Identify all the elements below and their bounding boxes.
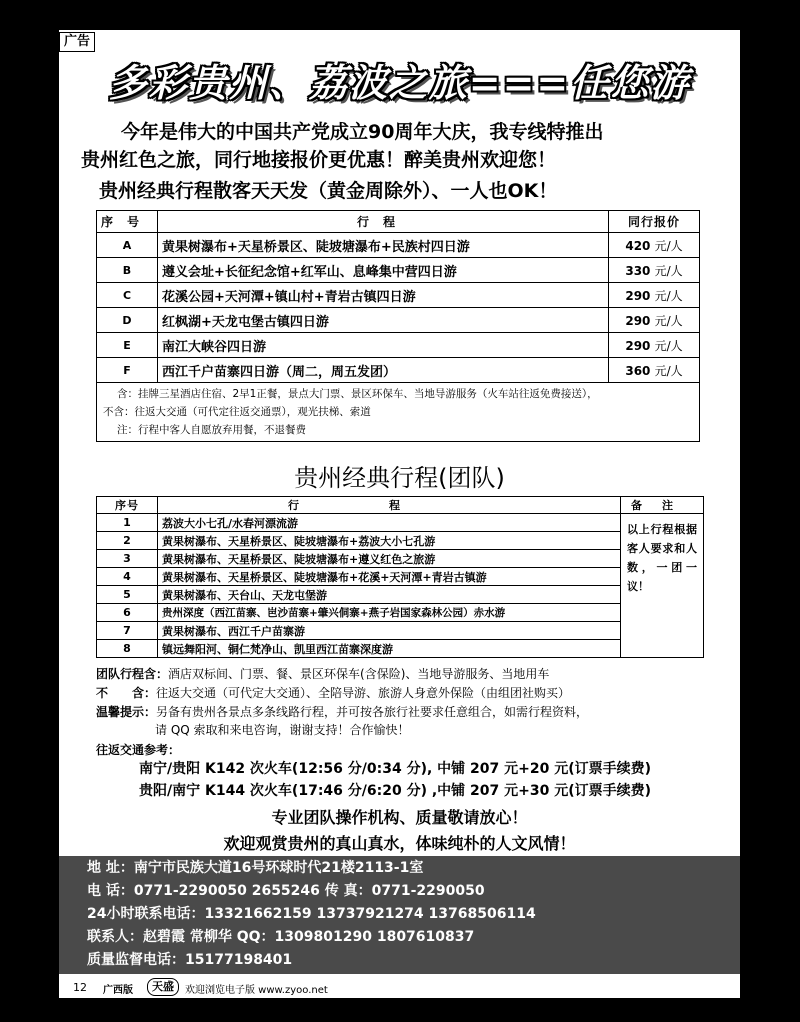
contact-hotline: 24小时联系电话：13321662159 13737921274 13768506114: [87, 906, 536, 922]
table-row: [97, 358, 700, 383]
row-code: C: [97, 283, 158, 308]
table-row: [97, 604, 704, 622]
row-code: 8: [97, 640, 158, 658]
include-label: 团队行程含：: [96, 667, 169, 681]
table1-header-route: 行程: [158, 211, 609, 233]
table2-header-remark: 备注: [621, 497, 704, 514]
table2-header: [97, 497, 704, 514]
team-tip-2: [155, 722, 740, 739]
ad-tag: 广告: [59, 32, 95, 52]
row-route: 南江大峡谷四日游: [158, 333, 609, 358]
section2-title: 贵州经典行程(团队): [294, 464, 505, 492]
train-k144: 贵阳/南宁 K144 次火车(17:46 分/6:20 分) ,中铺 207 元+30 元(订票手续费): [139, 783, 652, 799]
transport-label: 往返交通参考：: [96, 743, 181, 757]
team-tip: [96, 704, 716, 721]
team-exclude: [96, 685, 716, 702]
contact-block: [59, 856, 740, 974]
table-row: [97, 622, 704, 640]
price-value: 360: [625, 363, 651, 378]
row-route: 遵义会址+长征纪念馆+红军山、息峰集中营四日游: [158, 258, 609, 283]
slogan-1: 专业团队操作机构、质量敬请放心！: [271, 808, 528, 827]
note-exclude: 不含：往返大交通（可代定往返交通票），观光扶梯、索道: [103, 406, 371, 418]
row-price: [609, 308, 700, 333]
row-code: 4: [97, 568, 158, 586]
row-code: 2: [97, 532, 158, 550]
contact-supervise: 质量监督电话：15177198401: [87, 952, 293, 968]
exclude-text: 往返大交通（可代定大交通）、全陪导游、旅游人身意外保险（由组团社购买）: [156, 686, 571, 700]
row-route: 黄果树瀑布、西江千户苗寨游: [158, 622, 621, 640]
ad-page: [59, 30, 740, 998]
intro-line-1: 今年是伟大的中国共产党成立90周年大庆，我专线特推出: [121, 121, 604, 143]
footer-text: 欢迎浏览电子版 www.zyoo.net: [185, 985, 328, 996]
row-price: [609, 283, 700, 308]
row-code: 3: [97, 550, 158, 568]
row-code: 7: [97, 622, 158, 640]
row-route: 贵州深度（西江苗寨、岜沙苗寨+肇兴侗寨+燕子岩国家森林公园）赤水游: [158, 604, 621, 622]
tip-text-1: 另备有贵州各景点多条线路行程，并可按各旅行社要求任意组合，如需行程资料，: [156, 705, 589, 719]
table-row: [97, 514, 704, 532]
row-price: [609, 258, 700, 283]
page-number: 12: [73, 981, 87, 994]
contact-phone: 电 话：0771-2290050 2655246 传 真：0771-2290050: [87, 883, 485, 899]
include-text: 酒店双标间、门票、餐、景区环保车(含保险)、当地导游服务、当地用车: [168, 667, 550, 681]
table-row: [97, 233, 700, 258]
team-include: [96, 666, 716, 683]
row-price: [609, 233, 700, 258]
row-code: D: [97, 308, 158, 333]
price-value: 420: [625, 238, 651, 253]
row-route: 黄果树瀑布+天星桥景区、陡坡塘瀑布+民族村四日游: [158, 233, 609, 258]
price-value: 290: [625, 313, 651, 328]
notes-cell: [97, 383, 700, 442]
table-row: [97, 586, 704, 604]
row-route: 红枫湖+天龙屯堡古镇四日游: [158, 308, 609, 333]
row-route: 花溪公园+天河潭+镇山村+青岩古镇四日游: [158, 283, 609, 308]
price-unit: 元/人: [654, 338, 683, 353]
brand-badge: 天盛: [147, 978, 179, 996]
contact-person: 联系人：赵碧霞 常柳华 QQ：1309801290 1807610837: [87, 929, 475, 945]
row-price: [609, 358, 700, 383]
section1-title: 贵州经典行程散客天天发（黄金周除外）、一人也OK！: [99, 180, 558, 202]
intro-line-2: 贵州红色之旅，同行地接报价更优惠！醉美贵州欢迎您！: [81, 149, 557, 171]
table2-header-code: 序号: [97, 497, 158, 514]
page-title: 多彩贵州、荔波之旅===任您游: [108, 60, 691, 105]
table-row: [97, 333, 700, 358]
table1-header-price: 同行报价: [609, 211, 700, 233]
price-value: 290: [625, 288, 651, 303]
remark-cell: 以上行程根据客人要求和人数，一团一议！: [621, 514, 704, 658]
tip-label: 温馨提示：: [96, 705, 157, 719]
edition-label: 广西版: [103, 985, 133, 996]
row-code: E: [97, 333, 158, 358]
row-route: 黄果树瀑布、天星桥景区、陡坡塘瀑布+花溪+天河潭+青岩古镇游: [158, 568, 621, 586]
table-row: [97, 568, 704, 586]
table-row: [97, 532, 704, 550]
table2-header-route: 行程: [158, 497, 621, 514]
row-route: 西江千户苗寨四日游（周二，周五发团）: [158, 358, 609, 383]
price-unit: 元/人: [654, 288, 683, 303]
table-row: [97, 308, 700, 333]
row-code: A: [97, 233, 158, 258]
group-tour-table: [96, 496, 704, 658]
individual-tour-table: [96, 210, 700, 442]
note-include: 含：挂牌三星酒店住宿、2早1正餐，景点大门票、景区环保车、当地导游服务（火车站往返免费接送），: [117, 388, 598, 400]
row-code: F: [97, 358, 158, 383]
train-k142: 南宁/贵阳 K142 次火车(12:56 分/0:34 分), 中铺 207 元+20 元(订票手续费): [139, 761, 652, 777]
row-price: [609, 333, 700, 358]
row-code: 1: [97, 514, 158, 532]
note-remark: 注：行程中客人自愿放弃用餐，不退餐费: [117, 424, 306, 436]
table1-header: [97, 211, 700, 233]
row-code: 6: [97, 604, 158, 622]
row-code: 5: [97, 586, 158, 604]
slogan-2: 欢迎观赏贵州的真山真水，体味纯朴的人文风情！: [223, 834, 576, 853]
price-unit: 元/人: [654, 363, 683, 378]
tip-text-2: 请 QQ 索取和来电咨询，谢谢支持！合作愉快！: [155, 723, 410, 737]
price-unit: 元/人: [654, 238, 683, 253]
row-route: 荔波大小七孔/水春河漂流游: [158, 514, 621, 532]
table-row: [97, 550, 704, 568]
table-row: [97, 640, 704, 658]
table-row: [97, 258, 700, 283]
row-route: 镇远舞阳河、铜仁梵净山、凯里西江苗寨深度游: [158, 640, 621, 658]
exclude-label: 不 含：: [96, 686, 157, 700]
table1-header-code: 序号: [97, 211, 158, 233]
price-unit: 元/人: [654, 313, 683, 328]
table-row: [97, 283, 700, 308]
row-code: B: [97, 258, 158, 283]
row-route: 黄果树瀑布、天星桥景区、陡坡塘瀑布+遵义红色之旅游: [158, 550, 621, 568]
page-footer: [59, 976, 740, 998]
row-route: 黄果树瀑布、天台山、天龙屯堡游: [158, 586, 621, 604]
price-value: 290: [625, 338, 651, 353]
price-value: 330: [625, 263, 651, 278]
contact-address: 地 址：南宁市民族大道16号环球时代21楼2113-1室: [87, 860, 424, 876]
table1-notes: [97, 383, 700, 442]
row-route: 黄果树瀑布、天星桥景区、陡坡塘瀑布+荔波大小七孔游: [158, 532, 621, 550]
price-unit: 元/人: [654, 263, 683, 278]
